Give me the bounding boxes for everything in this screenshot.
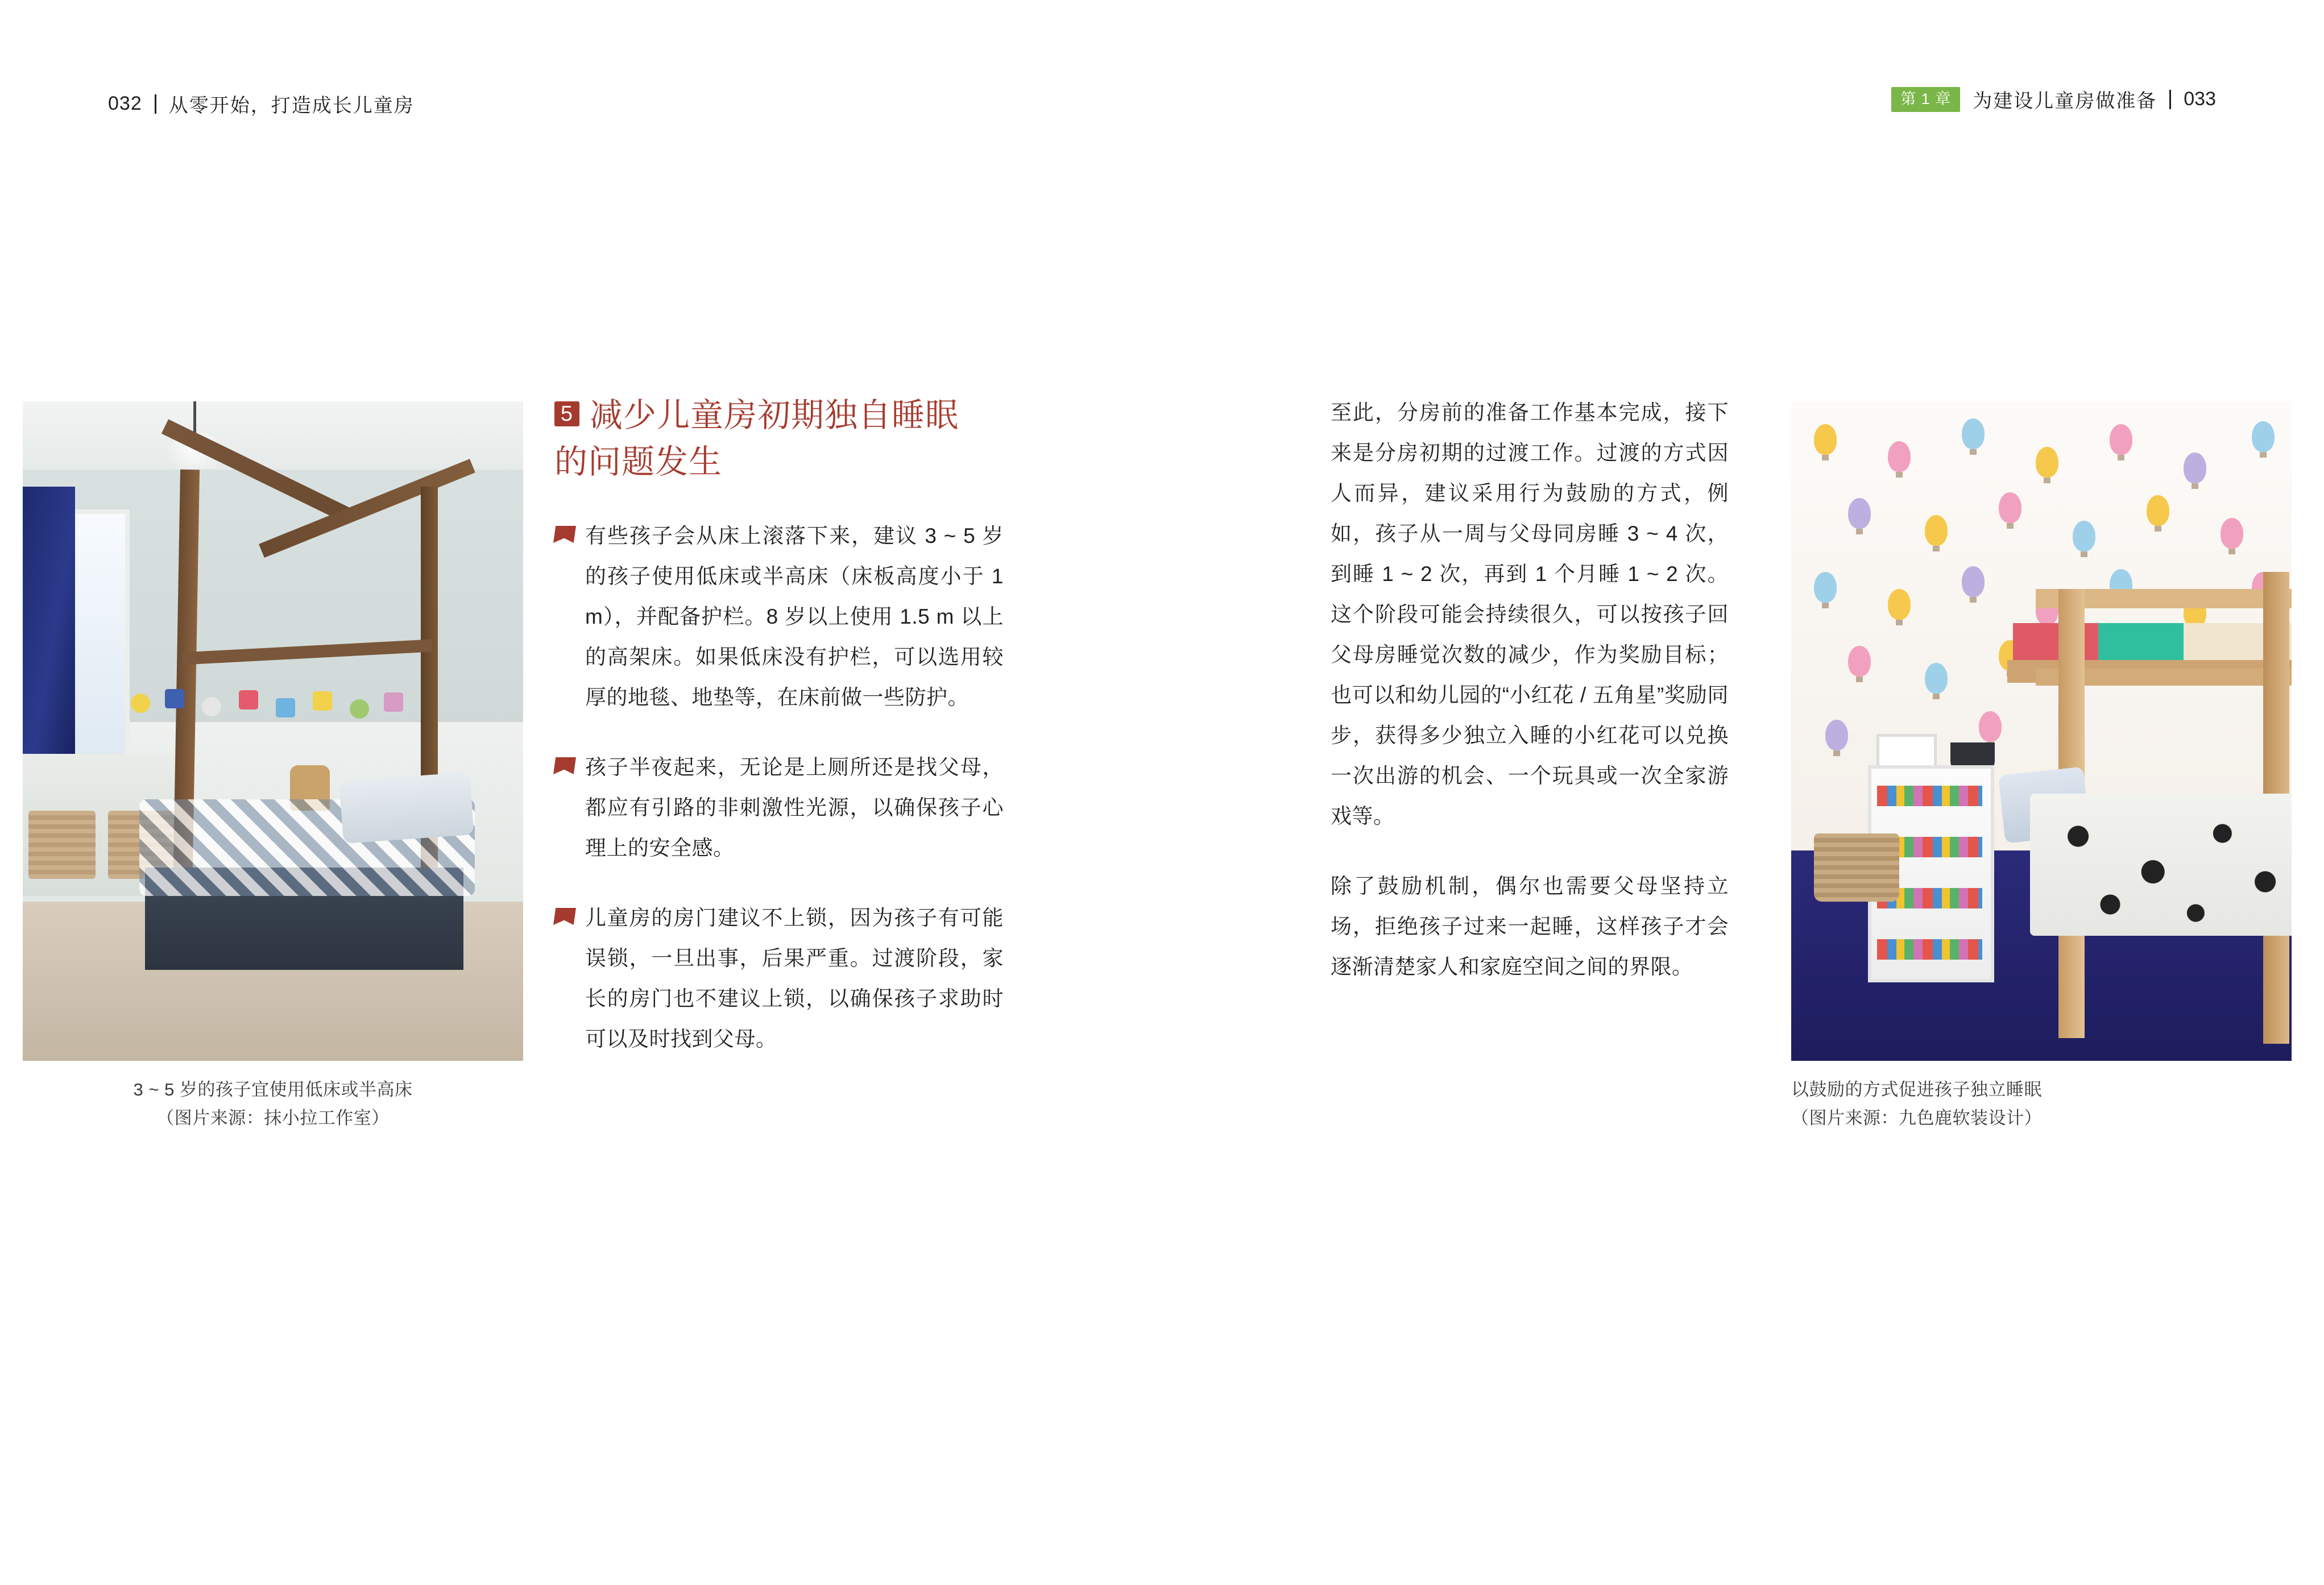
figure-right	[1791, 401, 2292, 1132]
body-paragraph-text: 至此，分房前的准备工作基本完成，接下来是分房初期的过渡工作。过渡的方式因人而异，建议采用行为鼓励的方式，例如，孩子从一周与父母同房睡 3 ~ 4 次，到睡 1 ~ 2 次，再到 1 个月睡 1 ~ 2 次。这个阶段可能会持续很久，可以按孩子回父母房睡觉次数的减少，作为奖励目标；也可以和幼儿园的“小红花 / 五角星”奖励同步，获得多少独立入睡的小红花可以兑换一次出游的机会、一个玩具或一次全家游戏等。	[1331, 401, 1729, 828]
chapter-badge: 第 1 章	[1891, 87, 1960, 112]
section-heading	[554, 392, 1004, 486]
body-paragraph-text: 孩子半夜起来，无论是上厕所还是找父母，都应有引路的非刺激性光源，以确保孩子心理上的安全感。	[585, 755, 1004, 860]
book-title-running-head: 从零开始，打造成长儿童房	[168, 95, 415, 117]
figure-left-image	[23, 401, 523, 1061]
flag-bullet-icon	[553, 757, 576, 774]
body-paragraph-text: 除了鼓励机制，偶尔也需要父母坚持立场，拒绝孩子过来一起睡，这样孩子才会逐渐清楚家人和家庭空间之间的界限。	[1331, 874, 1729, 979]
figure-right-image	[1791, 401, 2292, 1061]
garland-decor	[131, 686, 404, 725]
figure-left-caption-line1: 3 ~ 5 岁的孩子宜使用低床或半高床	[133, 1080, 413, 1099]
running-head-left	[108, 90, 415, 118]
running-head-right	[1891, 85, 2216, 113]
storage-basket-decor	[1814, 833, 1899, 902]
section-heading-line2: 的问题发生	[554, 443, 723, 481]
figure-right-caption-line2: （图片来源：九色鹿软装设计）	[1791, 1108, 2042, 1128]
body-paragraph-text: 儿童房的房门建议不上锁，因为孩子有可能误锁，一旦出事，后果严重。过渡阶段，家长的房门也不建议上锁，以确保孩子求助时可以及时找到父母。	[585, 906, 1004, 1051]
page-folio-left: 032	[108, 93, 142, 114]
figure-right-caption	[1791, 1076, 2292, 1132]
section-number-badge: 5	[554, 401, 579, 426]
text-column-1	[554, 392, 1004, 1089]
chapter-title-running-head: 为建设儿童房做准备	[1973, 90, 2157, 112]
body-paragraph	[1331, 866, 1729, 987]
folio-divider-left	[155, 94, 156, 114]
figure-left-caption-line2: （图片来源：抹小拉工作室）	[156, 1108, 390, 1128]
figure-left-caption	[23, 1076, 523, 1132]
flag-bullet-icon	[553, 908, 576, 925]
body-paragraph-text: 有些孩子会从床上滚落下来，建议 3 ~ 5 岁的孩子使用低床或半高床（床板高度小于 1 m），并配备护栏。8 岁以上使用 1.5 m 以上的高架床。如果低床没有护栏，可以选用较厚的地毯、地垫等，在床前做一些防护。	[585, 524, 1004, 709]
text-column-2	[1331, 392, 1729, 1016]
body-paragraph	[554, 747, 1004, 868]
body-paragraph	[554, 516, 1004, 717]
folio-divider-right	[2169, 90, 2171, 109]
curtain-decor	[23, 487, 75, 782]
figure-right-caption-line1: 以鼓励的方式促进孩子独立睡眠	[1791, 1080, 2042, 1099]
figure-left	[23, 401, 523, 1132]
body-paragraph	[1331, 392, 1729, 836]
flag-bullet-icon	[553, 526, 576, 543]
body-paragraph	[554, 898, 1004, 1059]
page-folio-right: 033	[2184, 88, 2216, 110]
section-heading-line1: 减少儿童房初期独自睡眠	[590, 397, 959, 434]
